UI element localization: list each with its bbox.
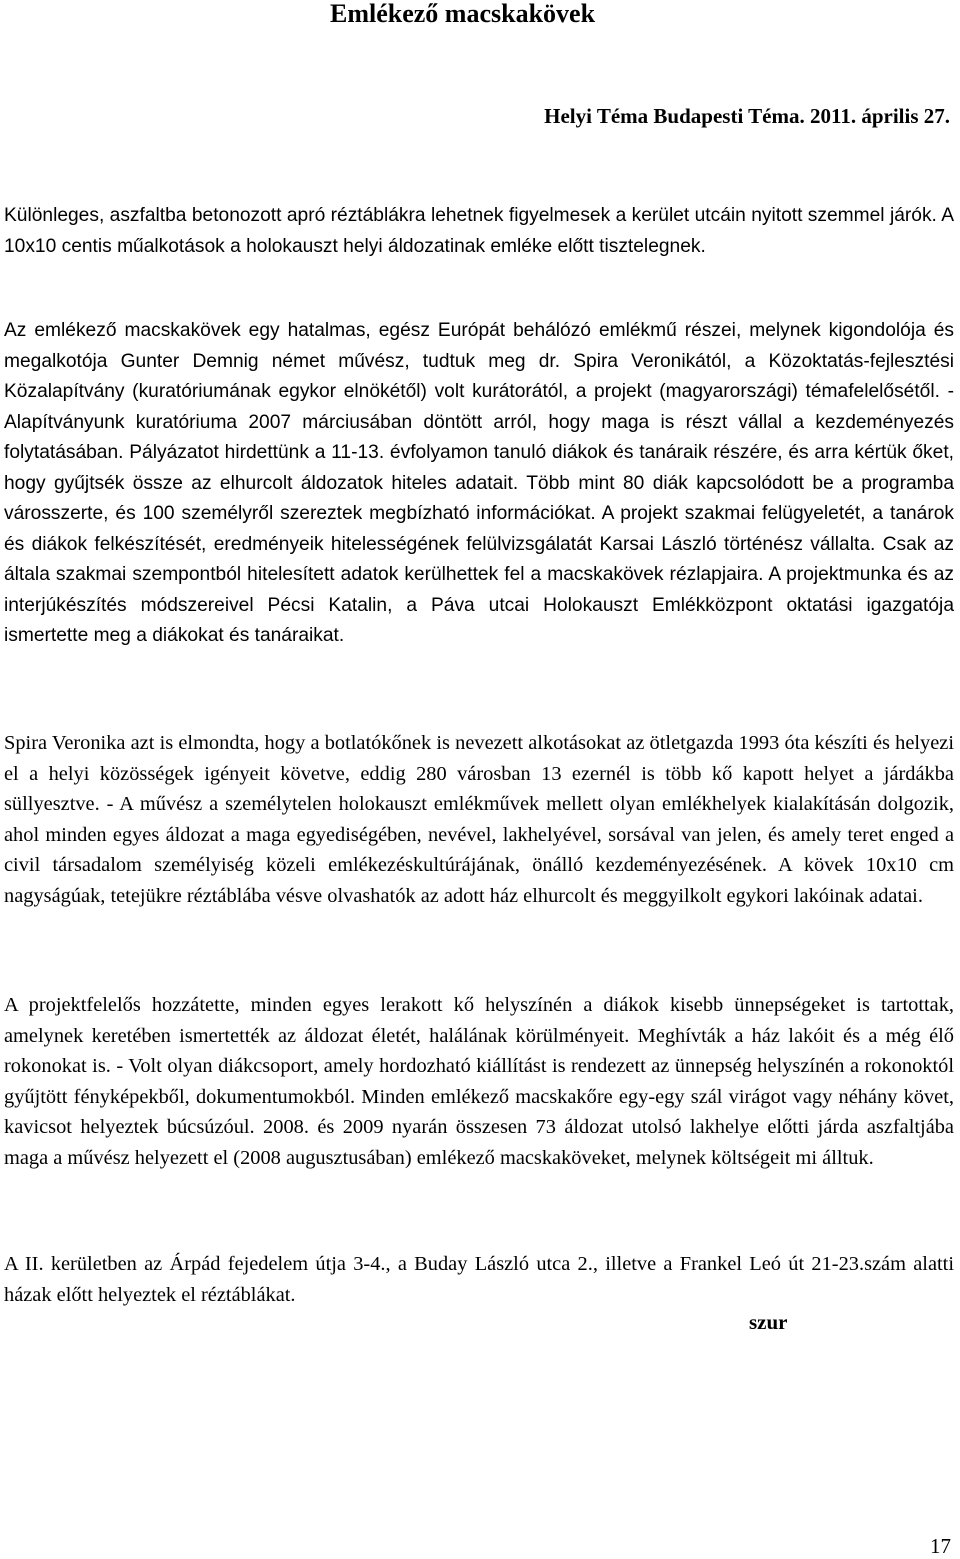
author-signature: szur bbox=[749, 1310, 788, 1334]
page-number: 17 bbox=[930, 1534, 951, 1558]
body-paragraph: Az emlékező macskakövek egy hatalmas, egész Európát behálózó emlékmű részei, melynek kigondolója és megalkotója Gunter Demnig német művész, tudtuk meg dr. Spira Veronikától, a Közoktatás-fejlesztési Közalapítvány (kuratóriumának egykor elnökétől) volt kurátorától, a projekt (magyarországi) témafelelősétől. - Alapítványunk kuratóriuma 2007 márciusában döntött arról, hogy maga is részt vállal a kezdeményezés folytatásában. Pályázatot hirdettünk a 11-13. évfolyamon tanuló diákok és tanáraik részére, és arra kértük őket, hogy gyűjtsék össze az elhurcolt áldozatok hiteles adatait. Több mint 80 diák kapcsolódott be a programba városszerte, és 100 személyről szereztek megbízható információkat. A projekt szakmai felügyeletét, a tanárok és diákok felkészítését, eredményeik hitelességének felülvizsgálatát Karsai László történész vállalta. Csak az általa szakmai szempontból hitelesített adatok kerülhettek fel a macskakövek rézlapjaira. A projektmunka és az interjúkészítés módszereivel Pécsi Katalin, a Páva utcai Holokauszt Emlékközpont oktatási igazgatója ismertette meg a diákokat és tanáraikat. bbox=[4, 320, 954, 646]
body-paragraph: Spira Veronika azt is elmondta, hogy a botlatókőnek is nevezett alkotásokat az ötletgazda 1993 óta készíti és helyezi el a helyi közösségek igényeit követve, eddig 280 városban 13 ezernél is több kő kapott helyet a járdákba süllyesztve. - A művész a személytelen holokauszt emlékművek mellett olyan emlékhelyek kialakításán dolgozik, ahol minden egyes áldozat a maga egyediségében, nevével, lakhelyével, sorsával van jelen, és amely teret enged a civil társadalom személyiség közeli emlékezéskultúrájának, önálló kezdeményezésének. A kövek 10x10 cm nagyságúak, tetejükre réztáblába vésve olvashatók az adott ház elhurcolt és meggyilkolt egykori lakóinak adatai. bbox=[4, 732, 954, 907]
intro-paragraph: Különleges, aszfaltba betonozott apró réztáblákra lehetnek figyelmesek a kerület utcáin nyitott szemmel járók. A 10x10 centis műalkotások a holokauszt helyi áldozatinak emléke előtt tisztelegnek. bbox=[4, 205, 954, 257]
article-title: Emlékező macskakövek bbox=[330, 0, 596, 28]
body-paragraph: A projektfelelős hozzátette, minden egyes lerakott kő helyszínén a diákok kisebb ünnepségeket is tartottak, amelynek keretében ismertették az áldozat életét, halálának körülményeit. Meghívták a ház lakóit és a még élő rokonokat is. - Volt olyan diákcsoport, amely hordozható kiállítást is rendezett az ünnepség helyszínén a rokonoktól gyűjtött fényképekből, dokumentumokból. Minden emlékező macskakőre egy-egy szál virágot vagy néhány követ, kavicsot helyeztek búcsúzóul. 2008. és 2009 nyarán összesen 73 áldozat utolsó lakhelye előtti járda aszfaltjába maga a művész helyezett el (2008 augusztusában) emlékező macskaköveket, melynek költségeit mi álltuk. bbox=[4, 994, 954, 1169]
body-paragraph: A II. kerületben az Árpád fejedelem útja 3-4., a Buday László utca 2., illetve a Frankel Leó út 21-23.szám alatti házak előtt helyeztek el réztáblákat. bbox=[4, 1253, 954, 1306]
article-source-date: Helyi Téma Budapesti Téma. 2011. április 27. bbox=[544, 104, 950, 128]
